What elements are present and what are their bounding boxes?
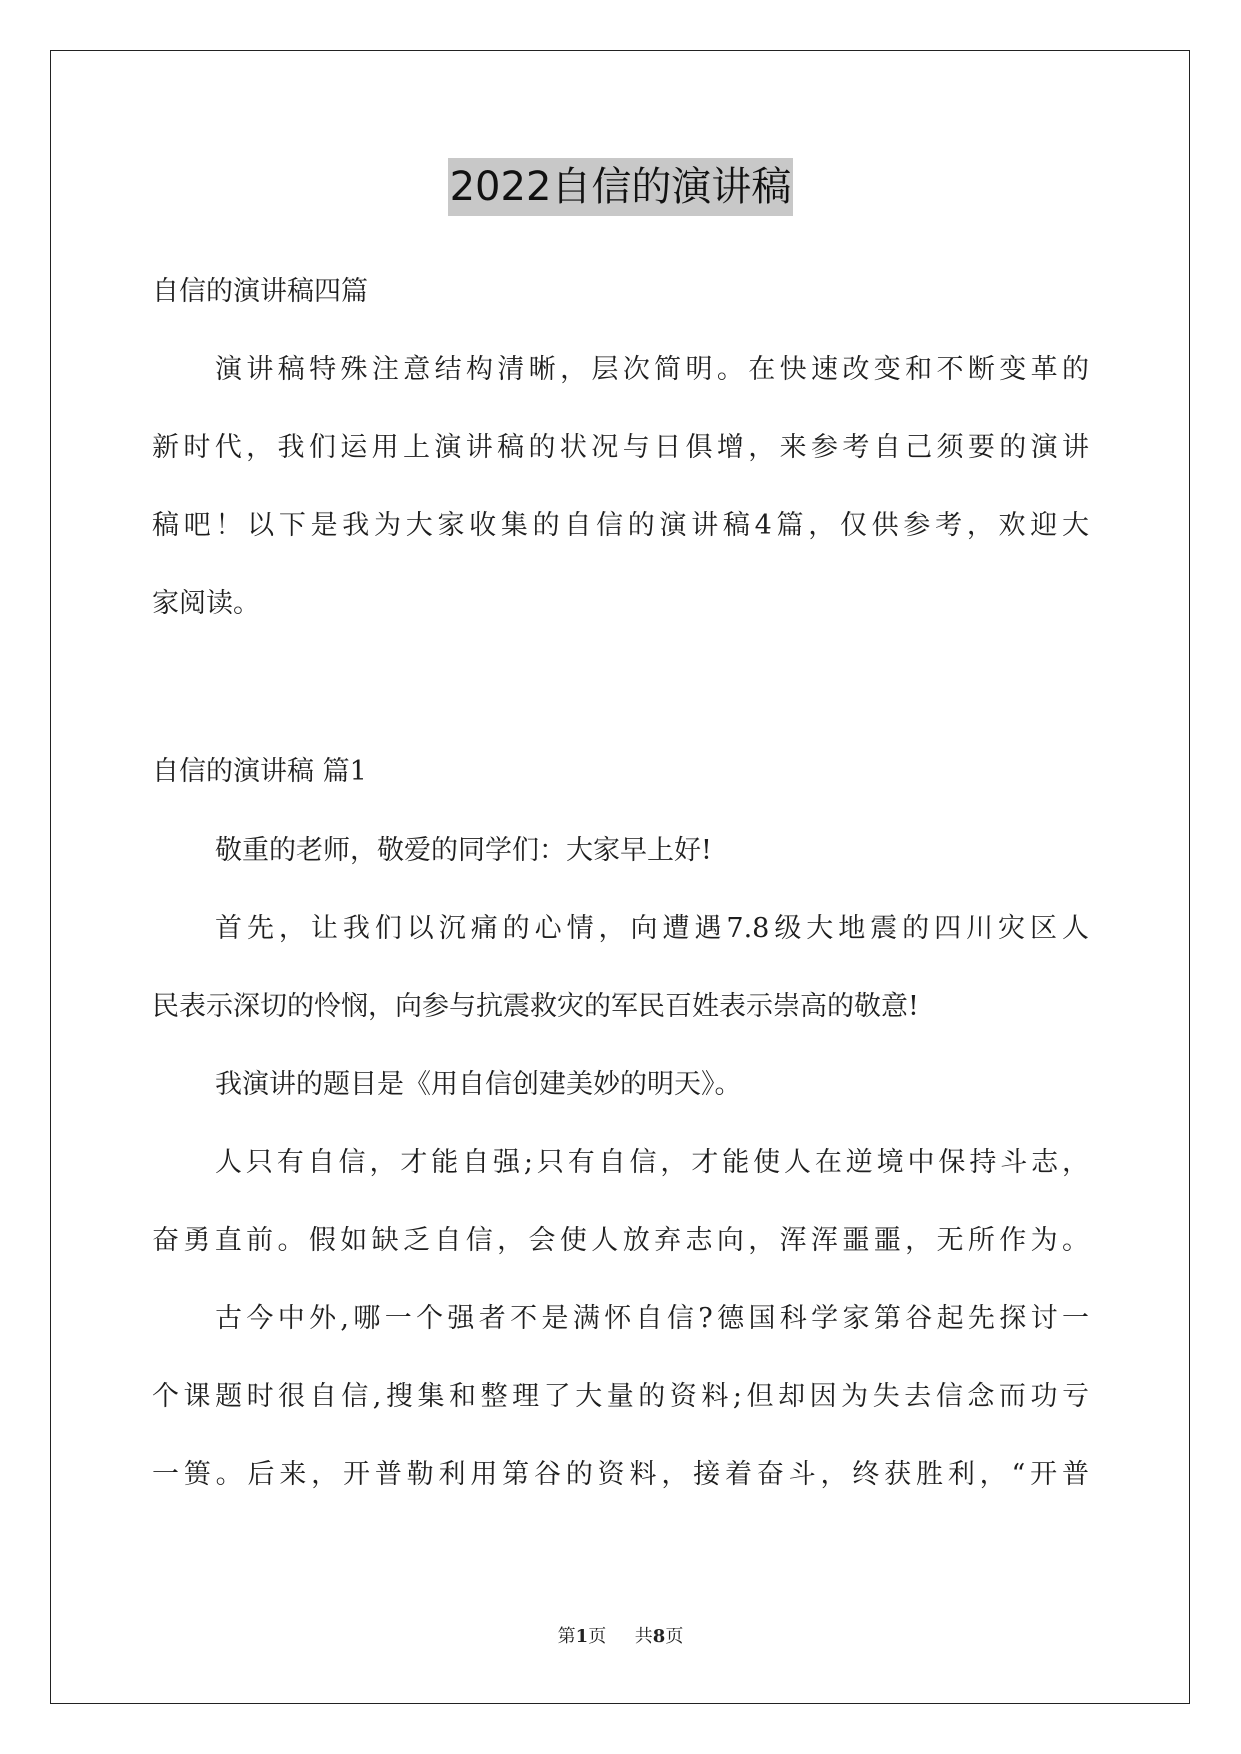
document-title: 2022自信的演讲稿 xyxy=(448,158,794,216)
body-line: 奋勇直前。假如缺乏自信，会使人放弃志向，浑浑噩噩，无所作为。 xyxy=(152,1225,1089,1256)
intro-line: 演讲稿特殊注意结构清晰，层次简明。在快速改变和不断变革的 xyxy=(215,354,1089,385)
body-line: 民表示深切的怜悯，向参与抗震救灾的军民百姓表示崇高的敬意! xyxy=(152,991,919,1022)
document-subtitle: 自信的演讲稿四篇 xyxy=(152,276,368,307)
intro-line: 稿吧！以下是我为大家收集的自信的演讲稿4篇，仅供参考，欢迎大 xyxy=(152,510,1089,541)
total-suffix: 页 xyxy=(665,1626,684,1647)
section-heading: 自信的演讲稿 篇1 xyxy=(152,756,367,787)
intro-line: 新时代，我们运用上演讲稿的状况与日俱增，来参考自己须要的演讲 xyxy=(152,432,1089,463)
body-line: 人只有自信，才能自强;只有自信，才能使人在逆境中保持斗志， xyxy=(215,1147,1089,1178)
body-line: 敬重的老师，敬爱的同学们：大家早上好! xyxy=(215,835,712,866)
page-prefix: 第 xyxy=(557,1626,576,1647)
total-prefix: 共 xyxy=(634,1626,653,1647)
total-pages: 8 xyxy=(652,1626,666,1647)
body-line: 个课题时很自信,搜集和整理了大量的资料;但却因为失去信念而功亏 xyxy=(152,1381,1089,1412)
body-line: 一篑。后来，开普勒利用第谷的资料，接着奋斗，终获胜利，“开普 xyxy=(152,1459,1089,1490)
intro-line: 家阅读。 xyxy=(152,588,260,619)
page-suffix: 页 xyxy=(588,1626,607,1647)
page-footer xyxy=(0,1622,1241,1648)
body-line: 首先，让我们以沉痛的心情，向遭遇7.8级大地震的四川灾区人 xyxy=(215,913,1089,944)
page-number: 1 xyxy=(575,1626,589,1647)
title-container xyxy=(0,158,1241,216)
body-line: 我演讲的题目是《用自信创建美妙的明天》。 xyxy=(215,1069,742,1100)
body-line: 古今中外,哪一个强者不是满怀自信?德国科学家第谷起先探讨一 xyxy=(215,1303,1089,1334)
